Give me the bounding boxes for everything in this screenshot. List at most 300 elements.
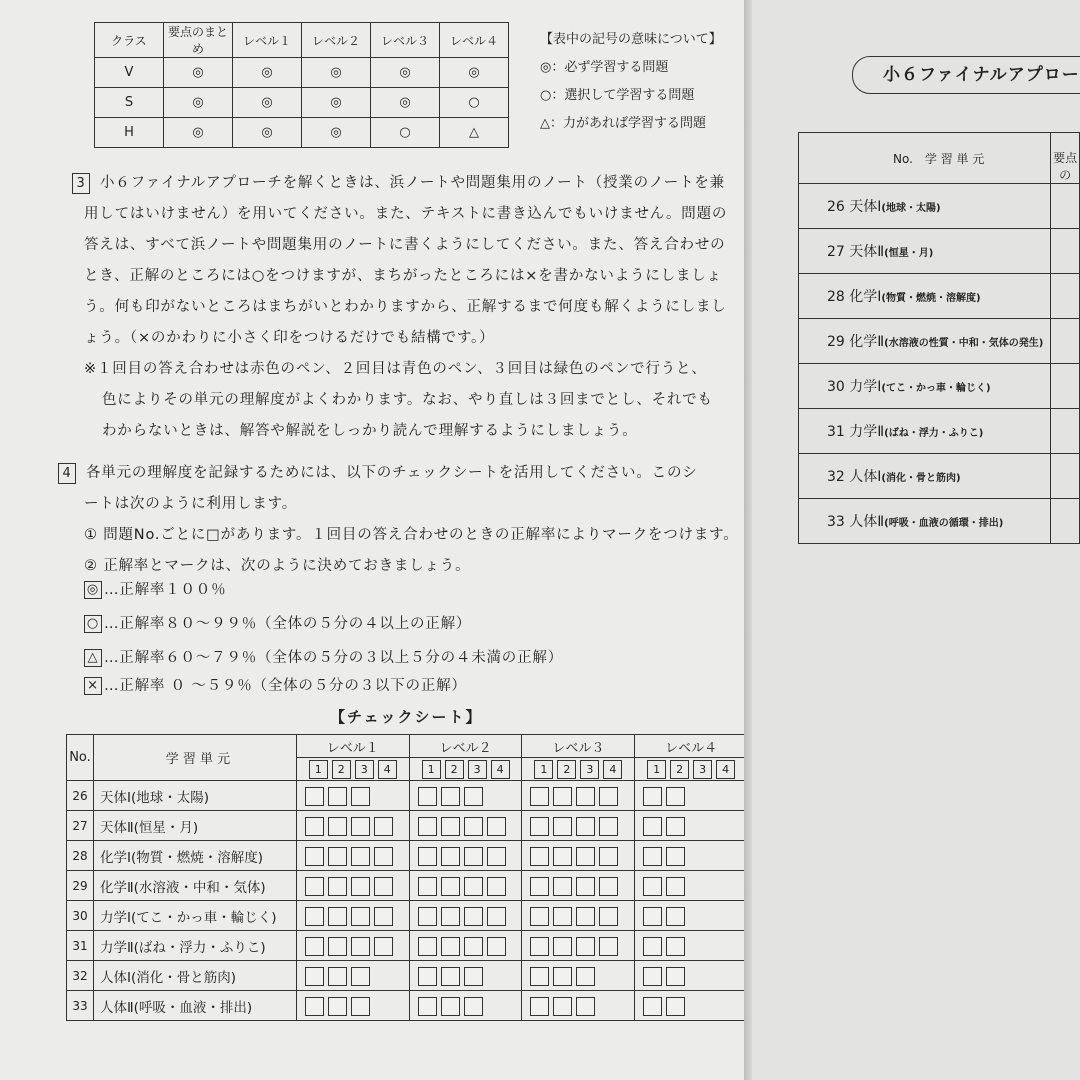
- mark-cell: ◎: [302, 88, 371, 118]
- class-row-v: [95, 58, 509, 88]
- mark-cell: ◎: [302, 58, 371, 88]
- unit-cell: [799, 499, 1051, 544]
- mark-description: …正解率１００％: [104, 582, 227, 598]
- check-sheet-row: [67, 871, 748, 901]
- summary-cell: [1051, 454, 1080, 499]
- summary-header: 要点のまとめ: [164, 23, 233, 58]
- check-box[interactable]: [328, 847, 347, 866]
- check-box[interactable]: [418, 967, 437, 986]
- mark-rule: [84, 578, 226, 599]
- check-box[interactable]: [418, 937, 437, 956]
- unit-cell: [799, 229, 1051, 274]
- check-box[interactable]: [374, 847, 393, 866]
- check-box[interactable]: [441, 997, 460, 1016]
- unit-number: 27: [67, 811, 94, 841]
- check-box[interactable]: [643, 787, 662, 806]
- mark-symbol: ×: [84, 677, 102, 695]
- check-box[interactable]: [464, 967, 483, 986]
- check-box[interactable]: [418, 847, 437, 866]
- check-box[interactable]: [643, 937, 662, 956]
- mark-cell: ◎: [164, 118, 233, 148]
- section-number: 3: [72, 173, 90, 194]
- attempt-number: 4: [378, 760, 397, 779]
- check-box[interactable]: [441, 847, 460, 866]
- unit-number: 26: [67, 781, 94, 811]
- unit-name: 力学Ⅱ(ばね・浮力・ふりこ): [93, 931, 296, 961]
- level-header: レベル２: [409, 735, 522, 758]
- check-box[interactable]: [441, 817, 460, 836]
- class-label: V: [95, 58, 164, 88]
- check-sheet-row: [67, 781, 748, 811]
- unit-name: 力学Ⅰ: [849, 379, 882, 395]
- check-box[interactable]: [351, 967, 370, 986]
- attempt-number: 2: [670, 760, 689, 779]
- level-checkboxes: [522, 901, 635, 931]
- unit-name: 化学Ⅰ(物質・燃焼・溶解度): [93, 841, 296, 871]
- check-box[interactable]: [487, 937, 506, 956]
- check-sheet-table: [66, 734, 748, 1021]
- check-box[interactable]: [530, 787, 549, 806]
- unit-subtopics: (物質・燃焼・溶解度): [881, 293, 981, 304]
- check-box[interactable]: [328, 967, 347, 986]
- unit-row: [799, 229, 1080, 274]
- check-box[interactable]: [328, 937, 347, 956]
- check-box[interactable]: [418, 787, 437, 806]
- paragraph-line: ょう。（×のかわりに小さく印をつけるだけでも結構です。）: [84, 330, 495, 346]
- attempt-numbers: [522, 758, 635, 781]
- unit-row: [799, 454, 1080, 499]
- check-box[interactable]: [328, 907, 347, 926]
- paragraph-line: う。何も印がないところはまちがいとわかりますから、正解するまで何度も解くようにしまし: [84, 299, 727, 315]
- unit-subtopics: (てこ・かっ車・輪じく): [881, 383, 991, 394]
- unit-name: 天体Ⅱ(恒星・月): [93, 811, 296, 841]
- check-box[interactable]: [418, 877, 437, 896]
- class-row-h: [95, 118, 509, 148]
- level-checkboxes: [296, 871, 409, 901]
- check-box[interactable]: [599, 787, 618, 806]
- check-box[interactable]: [576, 967, 595, 986]
- class-label: S: [95, 88, 164, 118]
- check-box[interactable]: [464, 997, 483, 1016]
- unit-subtopics: (水溶液の性質・中和・気体の発生): [884, 338, 1044, 349]
- paragraph-line: 答えは、すべて浜ノートや問題集用のノートに書くようにしてください。また、答え合わせの: [84, 237, 726, 253]
- unit-number: 26: [827, 199, 845, 215]
- level-checkboxes: [296, 841, 409, 871]
- check-sheet-title: 【チェックシート】: [330, 708, 483, 726]
- level3-header: レベル３: [371, 23, 440, 58]
- level-checkboxes: [409, 871, 522, 901]
- level-checkboxes: [522, 781, 635, 811]
- mark-description: …正解率６０〜７９％（全体の５分の３以上５分の４未満の正解）: [104, 650, 563, 666]
- level-checkboxes: [635, 991, 748, 1021]
- check-box[interactable]: [328, 787, 347, 806]
- paragraph-line: とき、正解のところには○をつけますが、まちがったところには×を書かないようにしましょ: [84, 268, 722, 284]
- check-box[interactable]: [599, 937, 618, 956]
- unit-row: [799, 319, 1080, 364]
- mark-cell: ◎: [233, 58, 302, 88]
- mark-description: …正解率８０〜９９％（全体の５分の４以上の正解）: [104, 616, 472, 632]
- check-box[interactable]: [487, 847, 506, 866]
- check-box[interactable]: [530, 907, 549, 926]
- attempt-number: 4: [603, 760, 622, 779]
- level-checkboxes: [296, 901, 409, 931]
- level-checkboxes: [296, 991, 409, 1021]
- check-box[interactable]: [553, 817, 572, 836]
- check-box[interactable]: [553, 907, 572, 926]
- level-checkboxes: [296, 961, 409, 991]
- check-box[interactable]: [530, 847, 549, 866]
- unit-subtopics: (恒星・月): [884, 248, 934, 259]
- paragraph-line: 用してはいけません）を用いてください。また、テキストに書き込んでもいけません。問題の: [84, 206, 728, 222]
- attempt-number: 2: [557, 760, 576, 779]
- unit-number: 27: [827, 244, 845, 260]
- mark-symbol: △: [84, 649, 102, 667]
- check-box[interactable]: [305, 907, 324, 926]
- check-box[interactable]: [666, 997, 685, 1016]
- level-header: レベル３: [522, 735, 635, 758]
- attempt-numbers: [635, 758, 748, 781]
- check-box[interactable]: [374, 817, 393, 836]
- level-checkboxes: [296, 931, 409, 961]
- mark-rule: [84, 674, 467, 695]
- check-box[interactable]: [351, 907, 370, 926]
- check-box[interactable]: [599, 907, 618, 926]
- check-box[interactable]: [530, 967, 549, 986]
- unit-number: 29: [827, 334, 845, 350]
- check-box[interactable]: [666, 787, 685, 806]
- check-box[interactable]: [576, 787, 595, 806]
- unit-name: 化学Ⅱ(水溶液・中和・気体): [93, 871, 296, 901]
- check-box[interactable]: [553, 787, 572, 806]
- check-box[interactable]: [643, 907, 662, 926]
- mark-cell: ◎: [164, 58, 233, 88]
- check-box[interactable]: [441, 907, 460, 926]
- check-box[interactable]: [441, 787, 460, 806]
- unit-number: 30: [67, 901, 94, 931]
- section-3: [72, 168, 727, 447]
- level4-header: レベル４: [440, 23, 509, 58]
- unit-row: [799, 499, 1080, 544]
- check-box[interactable]: [441, 937, 460, 956]
- attempt-number: 1: [422, 760, 441, 779]
- class-header: クラス: [95, 23, 164, 58]
- check-box[interactable]: [441, 967, 460, 986]
- check-box[interactable]: [576, 877, 595, 896]
- check-box[interactable]: [418, 997, 437, 1016]
- check-box[interactable]: [305, 997, 324, 1016]
- check-box[interactable]: [351, 937, 370, 956]
- level-checkboxes: [409, 781, 522, 811]
- attempt-number: 4: [491, 760, 510, 779]
- mark-cell: ◎: [440, 58, 509, 88]
- check-box[interactable]: [464, 877, 483, 896]
- right-page: [752, 0, 1080, 1080]
- summary-cell: [1051, 499, 1080, 544]
- check-box[interactable]: [464, 937, 483, 956]
- check-box[interactable]: [553, 967, 572, 986]
- check-box[interactable]: [643, 847, 662, 866]
- check-box[interactable]: [374, 937, 393, 956]
- level-checkboxes: [635, 901, 748, 931]
- check-box[interactable]: [464, 907, 483, 926]
- attempt-number: 3: [468, 760, 487, 779]
- unit-column-header: No. 学 習 単 元: [799, 133, 1051, 184]
- check-box[interactable]: [418, 817, 437, 836]
- paragraph-line: 各単元の理解度を記録するためには、以下のチェックシートを活用してください。このシ: [86, 465, 698, 481]
- check-box[interactable]: [487, 877, 506, 896]
- section-4: [58, 458, 739, 582]
- unit-number: 29: [67, 871, 94, 901]
- unit-number: 31: [827, 424, 845, 440]
- unit-name: 化学Ⅱ: [849, 334, 885, 350]
- check-box[interactable]: [418, 907, 437, 926]
- right-page-title: 小６ファイナルアプロー: [852, 56, 1080, 94]
- unit-number: 31: [67, 931, 94, 961]
- unit-number: 30: [827, 379, 845, 395]
- check-box[interactable]: [351, 847, 370, 866]
- unit-name: 人体Ⅰ: [849, 469, 882, 485]
- check-box[interactable]: [328, 877, 347, 896]
- check-box[interactable]: [553, 937, 572, 956]
- check-box[interactable]: [530, 937, 549, 956]
- check-box[interactable]: [530, 877, 549, 896]
- unit-number: 33: [67, 991, 94, 1021]
- check-box[interactable]: [643, 967, 662, 986]
- check-box[interactable]: [328, 997, 347, 1016]
- level-checkboxes: [635, 931, 748, 961]
- check-box[interactable]: [305, 787, 324, 806]
- check-box[interactable]: [553, 847, 572, 866]
- level-checkboxes: [409, 811, 522, 841]
- summary-cell: [1051, 409, 1080, 454]
- legend-item: ○：選択して学習する問題: [540, 88, 695, 103]
- check-sheet-row: [67, 811, 748, 841]
- note-line: ※１回目の答え合わせは赤色のペン、２回目は青色のペン、３回目は緑色のペンで行うと、: [84, 361, 707, 377]
- check-sheet-body: [67, 781, 748, 1021]
- check-sheet-row: [67, 961, 748, 991]
- note-line: 色によりその単元の理解度がよくわかります。なお、やり直しは３回までとし、それでも: [102, 392, 713, 408]
- level-checkboxes: [522, 931, 635, 961]
- check-box[interactable]: [666, 967, 685, 986]
- legend-title: 【表中の記号の意味について】: [540, 32, 722, 47]
- unit-subtopics: (地球・太陽): [881, 203, 941, 214]
- check-box[interactable]: [487, 817, 506, 836]
- check-box[interactable]: [351, 877, 370, 896]
- unit-row: [799, 274, 1080, 319]
- check-box[interactable]: [530, 997, 549, 1016]
- summary-cell: [1051, 319, 1080, 364]
- mark-rule: [84, 646, 563, 667]
- unit-cell: [799, 184, 1051, 229]
- check-box[interactable]: [374, 877, 393, 896]
- paragraph-line: ② 正解率とマークは、次のように決めておきましょう。: [84, 558, 471, 574]
- unit-name: 天体Ⅰ(地球・太陽): [93, 781, 296, 811]
- level-header: レベル４: [635, 735, 748, 758]
- unit-number: 32: [827, 469, 845, 485]
- check-box[interactable]: [305, 817, 324, 836]
- check-sheet-header: [67, 735, 748, 758]
- check-box[interactable]: [643, 817, 662, 836]
- unit-table-header: [799, 133, 1080, 184]
- level-checkboxes: [409, 901, 522, 931]
- unit-table: [798, 132, 1080, 544]
- level-header: レベル１: [296, 735, 409, 758]
- level-checkboxes: [522, 841, 635, 871]
- check-box[interactable]: [576, 847, 595, 866]
- check-box[interactable]: [666, 907, 685, 926]
- summary-cell: [1051, 229, 1080, 274]
- check-box[interactable]: [374, 907, 393, 926]
- mark-cell: ◎: [164, 88, 233, 118]
- mark-cell: ◎: [233, 118, 302, 148]
- check-box[interactable]: [599, 847, 618, 866]
- check-box[interactable]: [305, 967, 324, 986]
- check-box[interactable]: [599, 877, 618, 896]
- check-sheet-row: [67, 931, 748, 961]
- check-box[interactable]: [441, 877, 460, 896]
- class-table-header: [95, 23, 509, 58]
- check-box[interactable]: [666, 877, 685, 896]
- unit-row: [799, 409, 1080, 454]
- check-box[interactable]: [305, 877, 324, 896]
- level-checkboxes: [635, 841, 748, 871]
- symbol-legend: [540, 26, 740, 138]
- unit-cell: [799, 409, 1051, 454]
- mark-cell: ○: [371, 118, 440, 148]
- attempt-numbers: [409, 758, 522, 781]
- check-box[interactable]: [576, 817, 595, 836]
- class-label: H: [95, 118, 164, 148]
- level-checkboxes: [409, 961, 522, 991]
- legend-item: ◎：必ず学習する問題: [540, 60, 669, 75]
- check-box[interactable]: [666, 937, 685, 956]
- class-level-table: [94, 22, 509, 148]
- check-box[interactable]: [553, 997, 572, 1016]
- unit-name: 人体Ⅰ(消化・骨と筋肉): [93, 961, 296, 991]
- check-box[interactable]: [599, 817, 618, 836]
- attempt-number: 1: [647, 760, 666, 779]
- unit-name: 化学Ⅰ: [849, 289, 882, 305]
- unit-number: 28: [67, 841, 94, 871]
- mark-cell: ◎: [371, 88, 440, 118]
- level-checkboxes: [522, 871, 635, 901]
- paragraph-line: ① 問題No.ごとに□があります。１回目の答え合わせのときの正解率によりマークをつけます。: [84, 527, 739, 543]
- summary-column-header: 要点の: [1051, 133, 1080, 184]
- check-box[interactable]: [530, 817, 549, 836]
- level-checkboxes: [522, 811, 635, 841]
- legend-item: △：力があれば学習する問題: [540, 116, 706, 131]
- check-box[interactable]: [328, 817, 347, 836]
- attempt-number: 3: [693, 760, 712, 779]
- check-box[interactable]: [576, 997, 595, 1016]
- unit-name: 天体Ⅱ: [849, 244, 885, 260]
- check-box[interactable]: [553, 877, 572, 896]
- mark-cell: ○: [440, 88, 509, 118]
- level-checkboxes: [635, 871, 748, 901]
- level-checkboxes: [635, 961, 748, 991]
- check-box[interactable]: [351, 997, 370, 1016]
- mark-cell: ◎: [233, 88, 302, 118]
- level-checkboxes: [522, 991, 635, 1021]
- mark-cell: ◎: [302, 118, 371, 148]
- mark-cell: △: [440, 118, 509, 148]
- unit-cell: [799, 364, 1051, 409]
- mark-symbol: ○: [84, 615, 102, 633]
- unit-header: 学 習 単 元: [93, 735, 296, 781]
- check-box[interactable]: [464, 817, 483, 836]
- attempt-number: 2: [332, 760, 351, 779]
- check-box[interactable]: [643, 877, 662, 896]
- attempt-number: 1: [309, 760, 328, 779]
- unit-subtopics: (ばね・浮力・ふりこ): [884, 428, 984, 439]
- check-box[interactable]: [576, 907, 595, 926]
- mark-symbol: ◎: [84, 581, 102, 599]
- level-checkboxes: [296, 811, 409, 841]
- level-checkboxes: [409, 991, 522, 1021]
- unit-name: 天体Ⅰ: [849, 199, 882, 215]
- level-checkboxes: [296, 781, 409, 811]
- level2-header: レベル２: [302, 23, 371, 58]
- unit-number: 32: [67, 961, 94, 991]
- check-box[interactable]: [305, 847, 324, 866]
- level-checkboxes: [409, 841, 522, 871]
- paragraph-line: ートは次のように利用します。: [84, 496, 298, 512]
- attempt-number: 3: [355, 760, 374, 779]
- attempt-number: 2: [445, 760, 464, 779]
- check-box[interactable]: [351, 787, 370, 806]
- check-box[interactable]: [305, 937, 324, 956]
- unit-name: 力学Ⅱ: [849, 424, 885, 440]
- summary-cell: [1051, 364, 1080, 409]
- check-sheet-row: [67, 991, 748, 1021]
- unit-name: 人体Ⅱ(呼吸・血液・排出): [93, 991, 296, 1021]
- check-box[interactable]: [487, 907, 506, 926]
- unit-number: 28: [827, 289, 845, 305]
- check-box[interactable]: [643, 997, 662, 1016]
- check-box[interactable]: [666, 847, 685, 866]
- unit-cell: [799, 319, 1051, 364]
- level1-header: レベル１: [233, 23, 302, 58]
- class-row-s: [95, 88, 509, 118]
- no-header: No.: [67, 735, 94, 781]
- check-box[interactable]: [464, 847, 483, 866]
- note-line: わからないときは、解答や解説をしっかり読んで理解するようにしましょう。: [102, 423, 638, 439]
- attempt-numbers: [296, 758, 409, 781]
- check-box[interactable]: [576, 937, 595, 956]
- mark-description: …正解率 ０ 〜５９％（全体の５分の３以下の正解）: [104, 678, 467, 694]
- check-sheet-row: [67, 841, 748, 871]
- unit-subtopics: (呼吸・血液の循環・排出): [884, 518, 1004, 529]
- unit-row: [799, 184, 1080, 229]
- unit-cell: [799, 454, 1051, 499]
- unit-subtopics: (消化・骨と筋肉): [881, 473, 961, 484]
- summary-cell: [1051, 274, 1080, 319]
- mark-rule: [84, 612, 471, 633]
- unit-number: 33: [827, 514, 845, 530]
- mark-cell: ◎: [371, 58, 440, 88]
- check-box[interactable]: [351, 817, 370, 836]
- level-checkboxes: [522, 961, 635, 991]
- attempt-number: 1: [534, 760, 553, 779]
- level-checkboxes: [635, 811, 748, 841]
- unit-table-body: [799, 184, 1080, 544]
- section-number: 4: [58, 463, 76, 484]
- unit-row: [799, 364, 1080, 409]
- level-checkboxes: [635, 781, 748, 811]
- check-sheet-row: [67, 901, 748, 931]
- check-box[interactable]: [464, 787, 483, 806]
- check-box[interactable]: [666, 817, 685, 836]
